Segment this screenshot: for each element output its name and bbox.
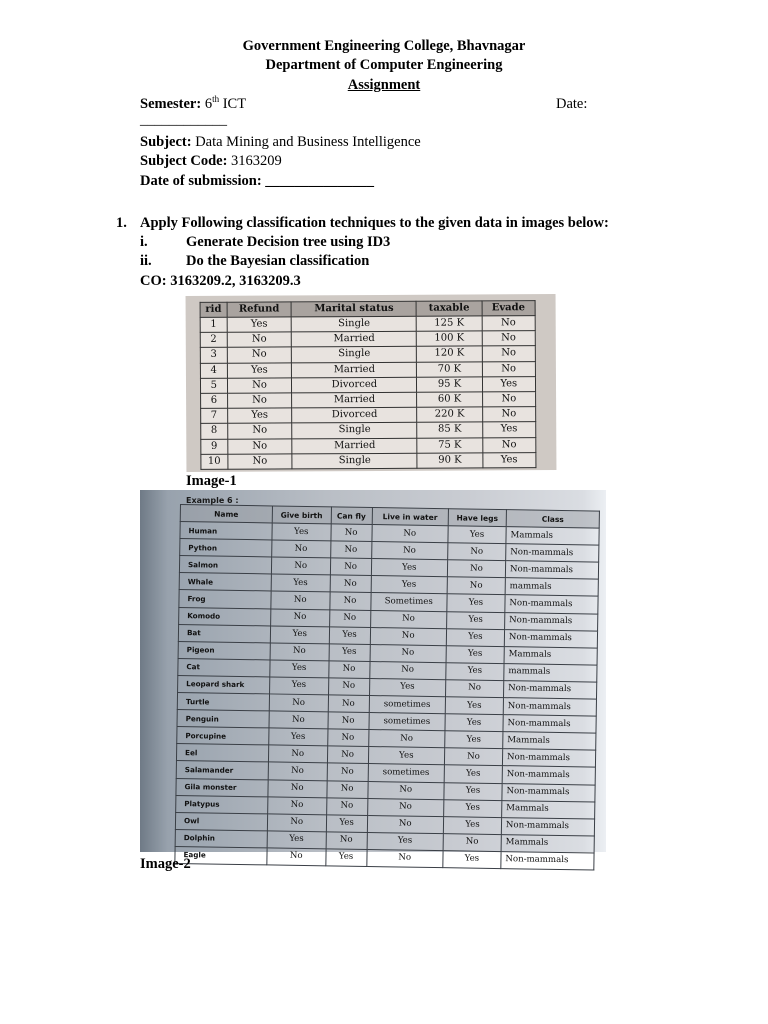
table-cell: No bbox=[267, 814, 326, 832]
table-cell: No bbox=[227, 454, 292, 470]
table-cell: No bbox=[445, 680, 503, 698]
table-cell: Yes bbox=[446, 663, 504, 681]
date-label: Date: bbox=[556, 96, 588, 112]
table-cell: Married bbox=[292, 438, 417, 454]
table-cell: Yes bbox=[445, 697, 503, 715]
table-cell: Non-mammals bbox=[501, 817, 594, 836]
table-cell: Yes bbox=[272, 523, 331, 541]
table-cell: Yes bbox=[270, 660, 329, 678]
table-cell: No bbox=[227, 438, 292, 454]
table-row bbox=[200, 316, 535, 333]
table-cell: Yes bbox=[369, 678, 446, 696]
column-header: Can fly bbox=[331, 507, 372, 525]
table-cell: Sometimes bbox=[370, 593, 447, 611]
table-cell: No bbox=[370, 610, 447, 628]
column-header: taxable bbox=[417, 301, 482, 316]
table-cell: No bbox=[367, 798, 444, 816]
table-cell: Non-mammals bbox=[501, 851, 594, 870]
table-cell: No bbox=[328, 678, 369, 696]
table-cell: No bbox=[327, 746, 368, 764]
table-cell: No bbox=[267, 848, 326, 866]
table-cell: No bbox=[371, 525, 448, 543]
course-outcomes: CO: 3163209.2, 3163209.3 bbox=[140, 273, 301, 289]
table-cell: sometimes bbox=[369, 696, 446, 714]
question-item-text-1: Generate Decision tree using ID3 bbox=[186, 234, 391, 250]
table-cell: 7 bbox=[201, 408, 228, 423]
table-cell: No bbox=[329, 609, 370, 627]
table-row bbox=[201, 392, 536, 409]
submission-date-line: Date of submission: _______________ bbox=[140, 173, 375, 189]
table-cell: Non-mammals bbox=[502, 749, 595, 768]
table-cell: No bbox=[482, 407, 536, 422]
column-header: Give birth bbox=[272, 506, 331, 524]
table-row bbox=[201, 437, 536, 454]
table-cell: Non-mammals bbox=[503, 681, 596, 700]
table-cell: Yes bbox=[329, 627, 370, 645]
table-cell: 70 K bbox=[417, 361, 482, 377]
table-cell: No bbox=[327, 729, 368, 747]
table-cell: No bbox=[447, 560, 505, 578]
table-cell: No bbox=[370, 627, 447, 645]
subject-label: Subject: bbox=[140, 134, 192, 150]
table-cell: No bbox=[327, 763, 368, 781]
question-text: Apply Following classification techniques to the given data in images below: bbox=[140, 215, 609, 231]
column-header: rid bbox=[200, 302, 227, 317]
table-cell: No bbox=[482, 316, 536, 331]
table-cell: Non-mammals bbox=[503, 715, 596, 734]
table-cell: Non-mammals bbox=[505, 612, 598, 631]
table-cell: Married bbox=[292, 392, 417, 408]
table-cell: Yes bbox=[267, 831, 326, 849]
table-cell: No bbox=[447, 577, 505, 595]
table-cell: 4 bbox=[200, 363, 227, 378]
table-cell: mammals bbox=[504, 663, 597, 682]
table-cell: Yes bbox=[446, 628, 504, 646]
table-cell: No bbox=[371, 542, 448, 560]
table-cell: No bbox=[328, 695, 369, 713]
table-cell: No bbox=[482, 346, 536, 361]
table-cell: Python bbox=[180, 539, 272, 558]
table-cell: 95 K bbox=[417, 377, 482, 393]
table-cell: Komodo bbox=[179, 607, 271, 626]
college-name: Government Engineering College, Bhavnagar bbox=[242, 38, 526, 54]
table-cell: No bbox=[367, 781, 444, 799]
table-cell: No bbox=[326, 797, 367, 815]
table-cell: Yes bbox=[444, 782, 502, 800]
table-cell: No bbox=[482, 392, 536, 407]
example-label: Example 6 : bbox=[186, 496, 239, 505]
table-cell: No bbox=[268, 797, 327, 815]
date-blank: ____________ bbox=[140, 112, 227, 128]
table-cell: No bbox=[270, 609, 329, 627]
table-cell: No bbox=[269, 711, 328, 729]
table-cell: Frog bbox=[179, 590, 271, 609]
table-cell: Non-mammals bbox=[503, 698, 596, 717]
table-cell: No bbox=[272, 540, 331, 558]
table-cell: sometimes bbox=[369, 713, 446, 731]
table-cell: Yes bbox=[329, 644, 370, 662]
table-cell: No bbox=[482, 437, 536, 452]
table-row bbox=[200, 346, 535, 363]
column-header: Marital status bbox=[291, 301, 416, 317]
table-cell: No bbox=[448, 543, 506, 561]
table-cell: 85 K bbox=[417, 422, 482, 438]
table-cell: No bbox=[326, 780, 367, 798]
table-cell: Yes bbox=[447, 611, 505, 629]
document-type: Assignment bbox=[347, 77, 421, 93]
column-header: Live in water bbox=[372, 508, 449, 526]
table-cell: 1 bbox=[200, 317, 227, 332]
table-cell: Yes bbox=[482, 422, 536, 437]
table-cell: Single bbox=[292, 453, 417, 469]
question-item-num-1: i. bbox=[140, 234, 148, 250]
table-cell: Yes bbox=[269, 728, 328, 746]
table-cell: No bbox=[328, 661, 369, 679]
image-1-caption: Image-1 bbox=[186, 473, 237, 489]
table-cell: No bbox=[227, 378, 292, 394]
table-cell: 125 K bbox=[417, 316, 482, 332]
table-cell: Eagle bbox=[175, 846, 267, 865]
table-cell: 5 bbox=[200, 378, 227, 393]
table-cell: Yes bbox=[447, 594, 505, 612]
table-cell: 220 K bbox=[417, 407, 482, 423]
table-cell: Non-mammals bbox=[506, 544, 599, 563]
table-cell: Salmon bbox=[179, 556, 271, 575]
table-cell: No bbox=[227, 393, 292, 409]
table-row bbox=[200, 361, 535, 378]
table-cell: Mammals bbox=[504, 646, 597, 665]
question-number: 1. bbox=[116, 215, 127, 231]
table-cell: 90 K bbox=[417, 453, 482, 469]
table-cell: No bbox=[367, 815, 444, 833]
table-cell: Yes bbox=[482, 452, 536, 467]
image-1-photo bbox=[186, 294, 557, 472]
semester-label: Semester: bbox=[140, 96, 202, 112]
table-cell: Whale bbox=[179, 573, 271, 592]
table-cell: No bbox=[330, 575, 371, 593]
table-cell: Yes bbox=[227, 408, 292, 424]
column-header: Class bbox=[506, 510, 599, 529]
question-item-num-2: ii. bbox=[140, 253, 152, 269]
table-cell: Divorced bbox=[292, 377, 417, 393]
table-cell: No bbox=[444, 748, 502, 766]
table-cell: Yes bbox=[448, 526, 506, 544]
semester-suffix: th bbox=[212, 94, 220, 105]
column-header: Name bbox=[180, 505, 272, 524]
table-cell: No bbox=[328, 712, 369, 730]
table-cell: No bbox=[326, 832, 367, 850]
table-cell: sometimes bbox=[368, 764, 445, 782]
table-cell: No bbox=[329, 592, 370, 610]
table-cell: Pigeon bbox=[178, 641, 270, 660]
table-row bbox=[201, 422, 536, 439]
table-cell: Married bbox=[292, 331, 417, 347]
table-cell: No bbox=[330, 558, 371, 576]
table-cell: Yes bbox=[443, 816, 501, 834]
table-cell: Platypus bbox=[176, 795, 268, 814]
table-cell: Yes bbox=[227, 362, 292, 378]
animal-classification-table bbox=[174, 504, 600, 871]
table-cell: No bbox=[268, 762, 327, 780]
subject-code-value: 3163209 bbox=[231, 153, 282, 169]
table-cell: Non-mammals bbox=[505, 595, 598, 614]
column-header: Refund bbox=[227, 302, 292, 317]
table-cell: Non-mammals bbox=[504, 629, 597, 648]
table-cell: No bbox=[482, 361, 536, 376]
table-cell: mammals bbox=[505, 578, 598, 597]
column-header: Evade bbox=[482, 301, 536, 316]
column-header: Have legs bbox=[448, 509, 506, 527]
question-item-text-2: Do the Bayesian classification bbox=[186, 253, 370, 269]
table-cell: No bbox=[271, 591, 330, 609]
table-cell: Yes bbox=[482, 376, 536, 391]
table-cell: Yes bbox=[444, 765, 502, 783]
table-header-row bbox=[200, 301, 535, 318]
table-cell: 75 K bbox=[417, 437, 482, 453]
table-cell: No bbox=[268, 745, 327, 763]
table-cell: 9 bbox=[201, 439, 228, 454]
table-cell: No bbox=[368, 730, 445, 748]
semester-line bbox=[140, 96, 246, 113]
table-cell: No bbox=[369, 661, 446, 679]
table-cell: Owl bbox=[175, 812, 267, 831]
image-2-caption: Image-2 bbox=[140, 856, 191, 872]
table-cell: 100 K bbox=[417, 331, 482, 347]
table-cell: Single bbox=[292, 347, 417, 363]
table-cell: 3 bbox=[200, 348, 227, 363]
table-cell: Divorced bbox=[292, 407, 417, 423]
table-cell: Mammals bbox=[501, 834, 594, 853]
table-cell: Turtle bbox=[177, 693, 269, 712]
table-cell: No bbox=[227, 347, 292, 363]
table-cell: Gila monster bbox=[176, 778, 268, 797]
table-cell: Single bbox=[292, 423, 417, 439]
table-cell: 8 bbox=[201, 424, 228, 439]
table-cell: Mammals bbox=[502, 800, 595, 819]
department-name: Department of Computer Engineering bbox=[265, 57, 503, 73]
table-cell: Yes bbox=[271, 574, 330, 592]
table-cell: Yes bbox=[367, 832, 444, 850]
table-cell: 2 bbox=[200, 332, 227, 347]
table-cell: Yes bbox=[371, 559, 448, 577]
table-cell: No bbox=[227, 423, 292, 439]
table-cell: Yes bbox=[444, 799, 502, 817]
table-cell: Yes bbox=[326, 815, 367, 833]
tax-evasion-table bbox=[200, 300, 537, 470]
table-cell: No bbox=[269, 694, 328, 712]
table-cell: No bbox=[270, 643, 329, 661]
table-cell: No bbox=[227, 332, 292, 348]
subject-line bbox=[140, 134, 421, 151]
table-cell: Yes bbox=[325, 849, 366, 867]
table-cell: Mammals bbox=[503, 732, 596, 751]
table-cell: Penguin bbox=[177, 710, 269, 729]
table-cell: Yes bbox=[443, 851, 501, 869]
table-cell: No bbox=[443, 833, 501, 851]
table-cell: No bbox=[330, 541, 371, 559]
table-cell: Non-mammals bbox=[505, 561, 598, 580]
table-row bbox=[201, 407, 536, 424]
table-cell: 10 bbox=[201, 454, 228, 469]
table-cell: Married bbox=[292, 362, 417, 378]
table-cell: No bbox=[366, 849, 443, 867]
table-cell: Non-mammals bbox=[502, 766, 595, 785]
semester-program: ICT bbox=[219, 96, 247, 112]
table-cell: Cat bbox=[178, 658, 270, 677]
table-cell: Dolphin bbox=[175, 829, 267, 848]
table-cell: Leopard shark bbox=[178, 675, 270, 694]
table-cell: No bbox=[271, 557, 330, 575]
table-cell: 60 K bbox=[417, 392, 482, 408]
table-cell: Yes bbox=[269, 677, 328, 695]
table-cell: Non-mammals bbox=[502, 783, 595, 802]
table-cell: Yes bbox=[270, 626, 329, 644]
table-cell: 120 K bbox=[417, 346, 482, 362]
table-cell: No bbox=[370, 644, 447, 662]
table-cell: Single bbox=[291, 316, 416, 332]
subject-code-label: Subject Code: bbox=[140, 153, 228, 169]
table-cell: Human bbox=[180, 522, 272, 541]
table-cell: 6 bbox=[201, 393, 228, 408]
semester-number: 6 bbox=[204, 96, 213, 112]
table-row bbox=[200, 331, 535, 348]
subject-code-line bbox=[140, 153, 282, 170]
table-cell: Yes bbox=[227, 317, 292, 333]
table-cell: Yes bbox=[446, 645, 504, 663]
table-cell: Yes bbox=[445, 731, 503, 749]
table-cell: Bat bbox=[178, 624, 270, 643]
table-cell: No bbox=[330, 524, 371, 542]
table-cell: Yes bbox=[371, 576, 448, 594]
table-cell: Yes bbox=[368, 747, 445, 765]
table-cell: No bbox=[268, 779, 327, 797]
table-row bbox=[201, 452, 536, 469]
table-cell: Porcupine bbox=[177, 727, 269, 746]
table-row bbox=[200, 376, 535, 393]
table-cell: Eel bbox=[176, 744, 268, 763]
table-cell: Mammals bbox=[506, 527, 599, 546]
table-cell: Salamander bbox=[176, 761, 268, 780]
table-cell: No bbox=[482, 331, 536, 346]
subject-value: Data Mining and Business Intelligence bbox=[195, 134, 421, 150]
table-cell: Yes bbox=[445, 714, 503, 732]
